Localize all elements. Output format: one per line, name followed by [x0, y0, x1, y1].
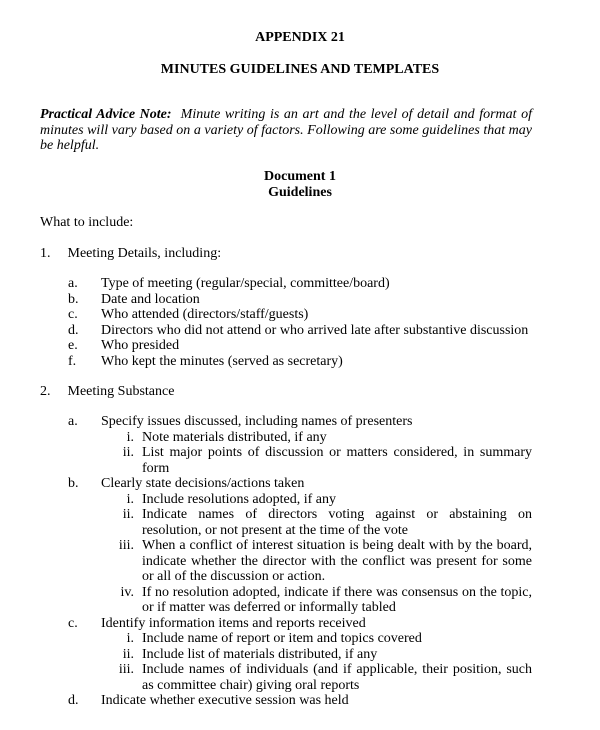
list-marker: f. [68, 353, 77, 369]
list-item [68, 476, 532, 492]
sub-list-item [101, 507, 532, 538]
list-item [68, 307, 548, 323]
sub-list-item [101, 585, 532, 616]
sub-list-text: When a conflict of interest situation is being dealt with by the board, indicate whether the director with the conflict was present for some or all of the discussion or action. [142, 538, 532, 584]
list-marker: b. [68, 476, 79, 491]
list-marker: a. [68, 414, 78, 429]
advice-text: Minute writing is an art and the level of detail and format of minutes will vary based on a variety of factors. Following are some guidelines that may be helpful. [40, 107, 533, 153]
list-marker: c. [68, 615, 78, 631]
sub-list-item [101, 631, 532, 647]
sub-list-item [101, 445, 532, 476]
document-subtitle: Guidelines [268, 185, 332, 200]
section-1-number: 1. [40, 246, 51, 261]
sub-list-marker: ii. [122, 507, 134, 522]
page-title: MINUTES GUIDELINES AND TEMPLATES [160, 62, 440, 77]
sub-list-marker: ii. [122, 646, 134, 662]
sub-list-text: Include resolutions adopted, if any [142, 491, 337, 507]
sub-list-text: Note materials distributed, if any [142, 429, 327, 445]
list-text: Specify issues discussed, including names of presenters [101, 414, 413, 429]
sub-list-marker: i. [126, 491, 134, 507]
list-marker: d. [68, 693, 79, 708]
list-text: Clearly state decisions/actions taken [101, 476, 305, 491]
list-item [68, 693, 532, 709]
list-marker: c. [68, 307, 78, 322]
section-2-heading [40, 384, 540, 400]
sub-list-marker: i. [126, 429, 134, 445]
list-text: Type of meeting (regular/special, committee/board) [101, 276, 390, 291]
section-1-heading [40, 246, 540, 262]
list-marker: e. [68, 338, 78, 353]
appendix-heading: APPENDIX 21 [255, 30, 345, 45]
sub-list-marker: ii. [122, 445, 134, 460]
advice-note [40, 107, 532, 154]
section-1-list [68, 276, 548, 369]
sub-list-text: Include name of report or item and topics covered [142, 631, 422, 646]
sub-list-text: Include list of materials distributed, if any [142, 646, 378, 662]
sub-list-item [101, 662, 532, 693]
sub-list-text: Indicate names of directors voting against or abstaining on resolution, or not present at the time of the vote [142, 507, 532, 538]
sub-list-item [101, 647, 532, 663]
advice-lead: Practical Advice Note: [40, 107, 172, 122]
section-1-title: Meeting Details, including: [67, 246, 222, 261]
list-item [68, 323, 548, 339]
sub-list-item [101, 538, 532, 585]
list-item [68, 276, 548, 292]
list-item [68, 414, 532, 430]
list-text: Directors who did not attend or who arrived late after substantive discussion [101, 322, 529, 338]
list-text: Indicate whether executive session was held [101, 693, 349, 708]
section-2-list [68, 414, 532, 709]
section-2-number: 2. [40, 384, 51, 399]
document-title: Document 1 [264, 169, 336, 184]
list-item [68, 616, 532, 632]
list-marker: d. [68, 322, 79, 338]
list-item [68, 292, 548, 308]
list-text: Identify information items and reports received [101, 615, 366, 631]
what-to-include-label: What to include: [40, 215, 134, 230]
sub-list-item [101, 430, 532, 446]
sub-list-text: List major points of discussion or matters considered, in summary form [142, 445, 532, 476]
list-text: Who kept the minutes (served as secretary) [101, 353, 343, 369]
list-text: Who presided [101, 338, 180, 353]
list-text: Who attended (directors/staff/guests) [101, 307, 309, 322]
list-item [68, 338, 548, 354]
sub-list-text: If no resolution adopted, indicate if there was consensus on the topic, or if matter was deferred or informally tabled [142, 584, 532, 615]
sub-list-marker: iii. [118, 662, 134, 677]
sub-list-marker: i. [126, 631, 134, 646]
section-2-title: Meeting Substance [67, 384, 175, 399]
list-marker: a. [68, 276, 78, 291]
list-marker: b. [68, 291, 79, 307]
sub-list-text: Include names of individuals (and if applicable, their position, such as committee chair) giving oral reports [142, 662, 532, 693]
list-text: Date and location [101, 291, 200, 307]
list-item [68, 354, 548, 370]
sub-list-marker: iv. [120, 584, 134, 600]
sub-list-item [101, 492, 532, 508]
sub-list-marker: iii. [118, 538, 134, 553]
